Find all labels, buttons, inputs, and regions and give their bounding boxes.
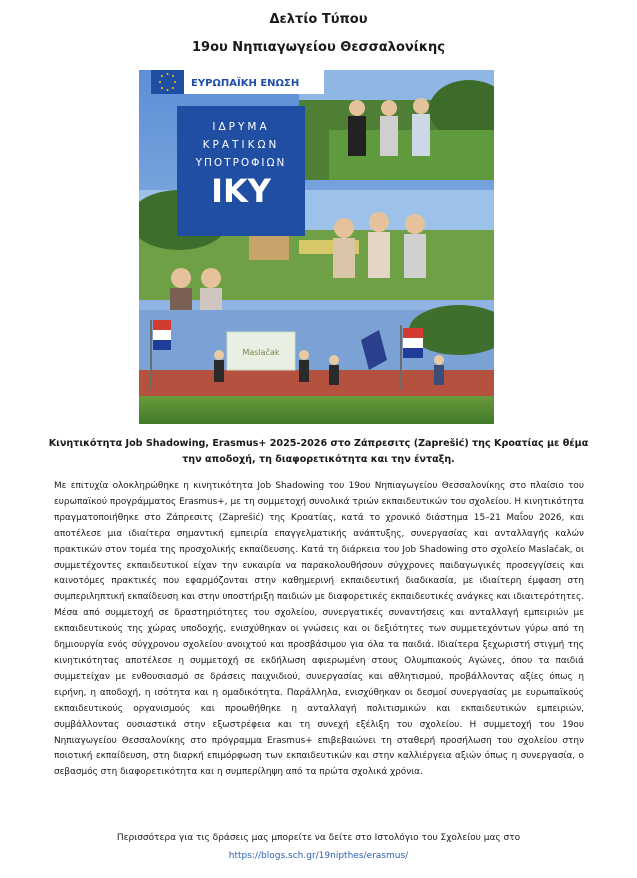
photo-collage [139,70,494,424]
article-body [54,479,584,781]
footer [0,829,637,865]
iky-line3: ΥΠΟΤΡΟΦΙΩΝ [195,157,287,169]
article-paragraph: Με επιτυχία ολοκληρώθηκε η κινητικότητα Job Shadowing του 19ου Νηπιαγωγείου Θεσσαλονίκης στο πλαίσιο του ευρωπαϊκού προγράμματος Erasmus+, με τη συμμετοχή συνολικά τριών εκπαιδευτικών του σχολείου. Η κινητικότητα πραγματοποιήθηκε στο Ζάπρεσιτς (Zaprešić) της Κροατίας, κατά το χρονικό διάστημα 15–21 Μαΐου 2026, και αποτέλεσε μια ιδιαίτερα σημαντική εμπειρία επαγγελματικής ανάπτυξης, συνεργασίας και ανταλλαγής καλών πρακτικών στον τομέα της προσχολικής εκπαίδευσης. Κατά τη διάρκεια του Job Shadowing στο σχολείο Maslačak, οι συμμετέχοντες εκπαιδευτικοί είχαν την ευκαιρία να παρακολουθήσουν σύγχρονες παιδαγωγικές προσεγγίσεις και καινοτόμες πρακτικές που εφαρμόζονται στην καθημερινή εκπαιδευτική διαδικασία, με ιδιαίτερη έμφαση στη συμπεριληπτική εκπαίδευση και στην υποστήριξη παιδιών με διαφορετικές εκπαιδευτικές ανάγκες και ιδιαιτερότητες. Μέσα από συμμετοχή σε δραστηριότητες του σχολείου, συνεργατικές συναντήσεις και ανταλλαγή εμπειριών με εκπαιδευτικούς της χώρας υποδοχής, ενισχύθηκαν οι γνώσεις και οι δεξιότητες των συμμετεχόντων γύρω από τη δημιουργία ενός σύγχρονου σχολείου ανοιχτού και προσβάσιμου για όλα τα παιδιά. Ιδιαίτερα ξεχωριστή στιγμή της κινητικότητας αποτέλεσε η συμμετοχή σε εκδήλωση αφιερωμένη στους Ολυμπιακούς Αγώνες, όπου τα παιδιά συμμετείχαν με ενθουσιασμό σε δράσεις παιχνιδιού, συνεργασίας και αθλητισμού, προβάλλοντας αξίες όπως η ειρήνη, η αποδοχή, η ισότητα και η ομαδικότητα. Παράλληλα, ενισχύθηκαν οι δεσμοί συνεργασίας με ευρωπαϊκούς εκπαιδευτικούς οργανισμούς και προωθήθηκε η ανταλλαγή πολιτισμικών και εκπαιδευτικών εμπειριών, συμβάλλοντας ουσιαστικά στην εξωστρέφεια και τη συνεχή εξέλιξη του σχολείου. Η συμμετοχή του 19ου Νηπιαγωγείου Θεσσαλονίκης στο πρόγραμμα Erasmus+ επιβεβαιώνει τη σταθερή προσήλωση του σχολείου στην ποιοτική εκπαίδευση, στη διαρκή επιμόρφωση των εκπαιδευτικών και στην καλλιέργεια αξιών όπως η συνεργασία, ο σεβασμός στη διαφορετικότητα και η συμπερίληψη από τα πρώτα σχολικά χρόνια. [54,481,584,778]
page-subtitle: 19ου Νηπιαγωγείου Θεσσαλονίκης [191,40,446,55]
banner-text: Maslačak [242,348,280,357]
iky-logo: IKY [211,172,271,210]
page-title: Δελτίο Τύπου [269,12,368,27]
eu-label: ΕΥΡΩΠΑΪΚΗ ΕΝΩΣΗ [191,78,300,89]
footer-text: Περισσότερα για τις δράσεις μας μπορείτε να δείτε στο Ιστολόγιο του Σχολείου μας στο [116,833,521,843]
photo-caption: Κινητικότητα Job Shadowing, Erasmus+ 2025-2026 στο Ζάπρεσιτς (Zaprešić) της Κροατίας με θέμα την αποδοχή, τη διαφορετικότητα και την ένταξη. [48,438,589,465]
iky-line1: ΙΔΡΥΜΑ [212,121,270,133]
blog-link[interactable]: https://blogs.sch.gr/19nipthes/erasmus/ [228,851,409,861]
iky-line2: ΚΡΑΤΙΚΩΝ [202,139,280,151]
